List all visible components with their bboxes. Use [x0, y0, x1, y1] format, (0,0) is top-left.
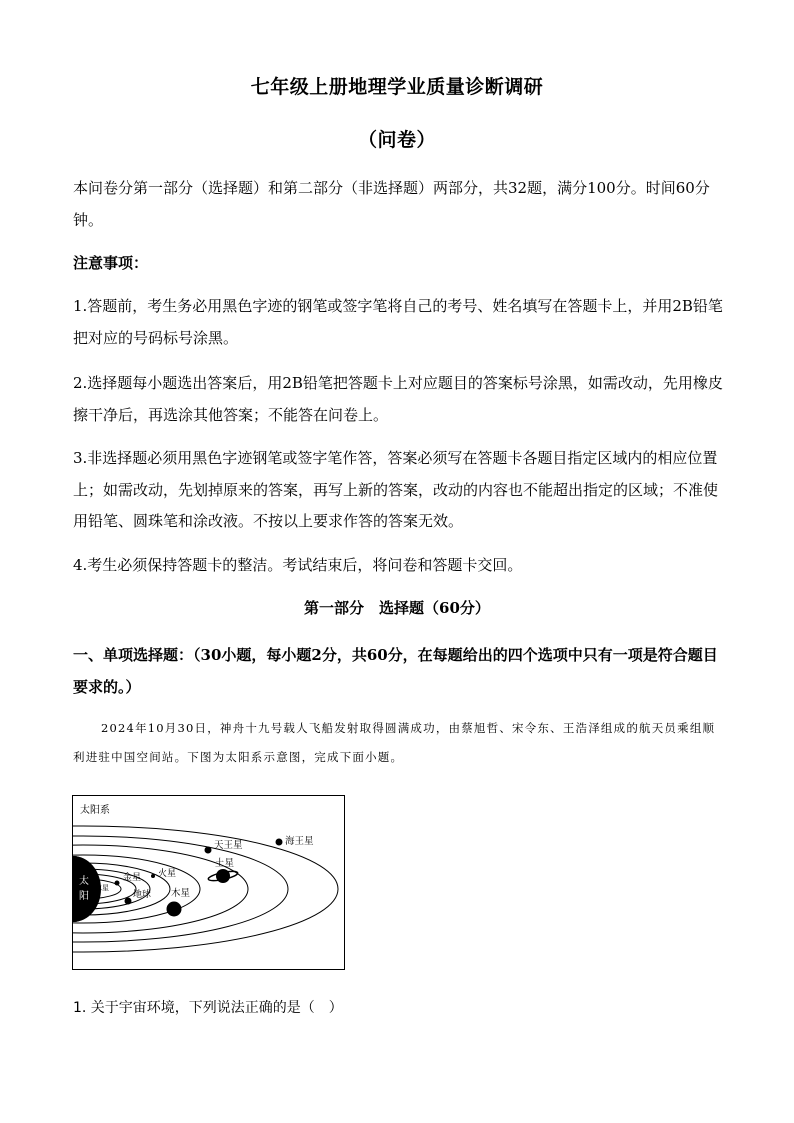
- sun-label-1: 太: [79, 876, 89, 887]
- earth-icon: [125, 898, 132, 905]
- venus-label: 金星: [123, 873, 142, 883]
- note-2: 2.选择题每小题选出答案后，用2B铅笔把答题卡上对应题目的答案标号涂黑，如需改动，先用橡皮擦干净后，再选涂其他答案；不能答在问卷上。: [73, 374, 723, 424]
- solar-system-diagram: [73, 796, 344, 969]
- page-title: 七年级上册地理学业质量诊断调研: [250, 76, 544, 98]
- intro-paragraph: 本问卷分第一部分（选择题）和第二部分（非选择题）两部分，共32题，满分100分。时间60分钟。: [73, 179, 710, 229]
- notice-heading: 注意事项：: [73, 254, 149, 272]
- mercury-label: 水星: [95, 884, 109, 892]
- neptune-icon: [276, 839, 283, 846]
- sun-label-2: 阳: [79, 891, 89, 902]
- figure-title: 太阳系: [80, 805, 110, 816]
- question-1: 1. 关于宇宙环境，下列说法正确的是（ ）: [73, 1000, 343, 1016]
- story-paragraph: 2024年10月30日，神舟十九号载人飞船发射取得圆满成功，由蔡旭哲、宋令东、王浩泽组成的航天员乘组顺利进驻中国空间站。下图为太阳系示意图，完成下面小题。: [73, 721, 716, 764]
- venus-icon: [115, 881, 120, 886]
- mars-label: 火星: [158, 869, 177, 879]
- page-subtitle: （问卷）: [357, 129, 436, 151]
- note-1: 1.答题前，考生务必用黑色字迹的钢笔或签字笔将自己的考号、姓名填写在答题卡上，并用2B铅笔把对应的号码标号涂黑。: [73, 297, 723, 347]
- uranus-icon: [205, 847, 212, 854]
- jupiter-icon: [167, 902, 182, 917]
- earth-label: 地球: [133, 890, 152, 900]
- note-3: 3.非选择题必须用黑色字迹钢笔或签字笔作答，答案必须写在答题卡各题目指定区域内的相应位置上；如需改动，先划掉原来的答案，再写上新的答案，改动的内容也不能超出指定的区域；不准使用铅笔、圆珠笔和涂改液。不按以上要求作答的答案无效。: [73, 449, 719, 530]
- saturn-label: 土星: [215, 858, 235, 869]
- note-4: 4.考生必须保持答题卡的整洁。考试结束后，将问卷和答题卡交回。: [73, 556, 523, 574]
- mars-icon: [151, 874, 155, 878]
- section1-heading: 一、单项选择题：（30小题，每小题2分，共60分，在每题给出的四个选项中只有一项是符合题目要求的。）: [73, 646, 718, 696]
- jupiter-label: 木星: [171, 888, 191, 899]
- solar-system-figure: [72, 795, 345, 970]
- saturn-icon: [216, 869, 230, 883]
- uranus-label: 天王星: [214, 840, 243, 851]
- neptune-label: 海王星: [285, 836, 314, 847]
- part1-heading: 第一部分 选择题（60分）: [304, 599, 490, 617]
